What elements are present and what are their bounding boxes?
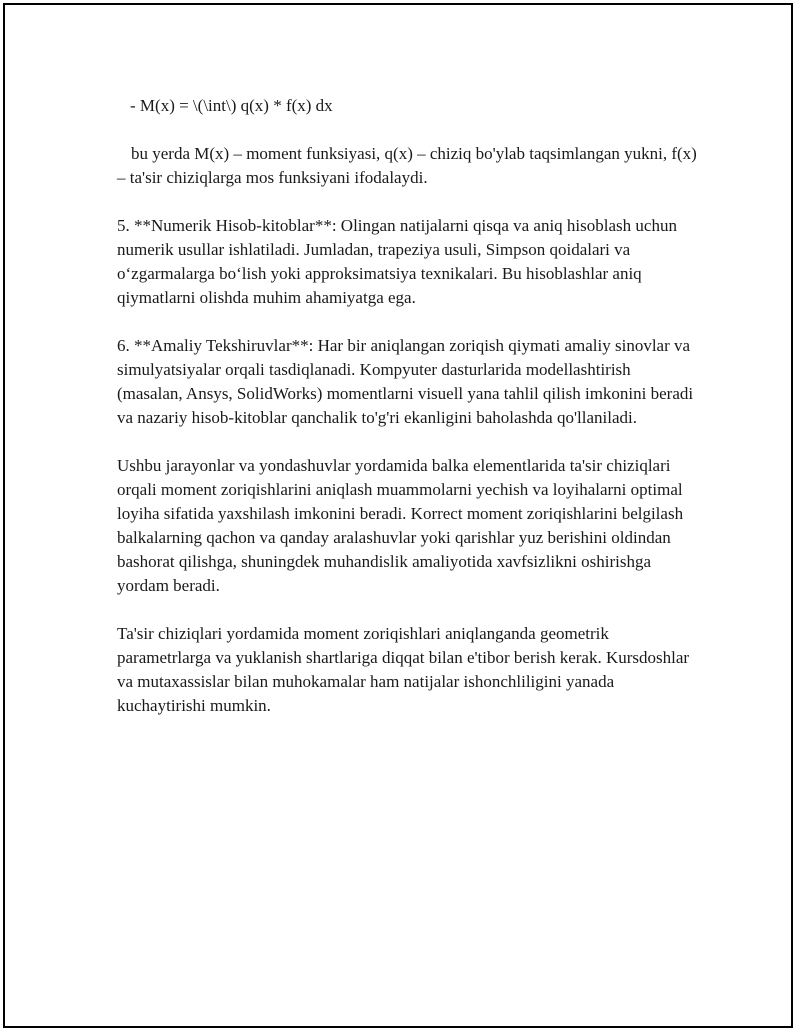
formula-line: - M(x) = \(\int\) q(x) * f(x) dx: [130, 96, 333, 115]
document-body: [117, 94, 697, 742]
paragraph-numerical-calculations: 5. **Numerik Hisob-kitoblar**: Olingan natijalarni qisqa va aniq hisoblash uchun numerik usullar ishlatiladi. Jumladan, trapeziya usuli, Simpson qoidalari va o‘zgarmalarga bo‘lish yoki approksimatsiya texnikalari. Bu hisoblashlar aniq qiymatlarni olishda muhim ahamiyatga ega.: [117, 216, 677, 307]
formula-explanation: bu yerda M(x) – moment funksiyasi, q(x) – chiziq bo'ylab taqsimlangan yukni, f(x) – ta'sir chiziqlarga mos funksiyani ifodalaydi.: [117, 144, 697, 187]
paragraph-summary: Ushbu jarayonlar va yondashuvlar yordamida balka elementlarida ta'sir chiziqlari orqali moment zoriqishlarini aniqlash muammolarni yechish va loyihalarni optimal loyiha sifatida yaxshilash imkonini beradi. Korrect moment zoriqishlarini belgilash balkalarning qachon va qanday aralashuvlar yoki qarishlar yuz berishini oldindan bashorat qilishga, shuningdek muhandislik amaliyotida xavfsizlikni oshirishga yordam beradi.: [117, 456, 684, 595]
paragraph-closing: Ta'sir chiziqlari yordamida moment zoriqishlari aniqlanganda geometrik parametrlarga va yuklanish shartlariga diqqat bilan e'tibor berish kerak. Kursdoshlar va mutaxassislar bilan muhokamalar ham natijalar ishonchliligini yanada kuchaytirishi mumkin.: [117, 624, 690, 715]
paragraph-practical-checks: 6. **Amaliy Tekshiruvlar**: Har bir aniqlangan zoriqish qiymati amaliy sinovlar va simulyatsiyalar orqali tasdiqlanadi. Kompyuter dasturlarida modellashtirish (masalan, Ansys, SolidWorks) momentlarni visuell yana tahlil qilish imkonini beradi va nazariy hisob-kitoblar qanchalik to'g'ri ekanligini baholashda qo'llaniladi.: [117, 336, 694, 427]
